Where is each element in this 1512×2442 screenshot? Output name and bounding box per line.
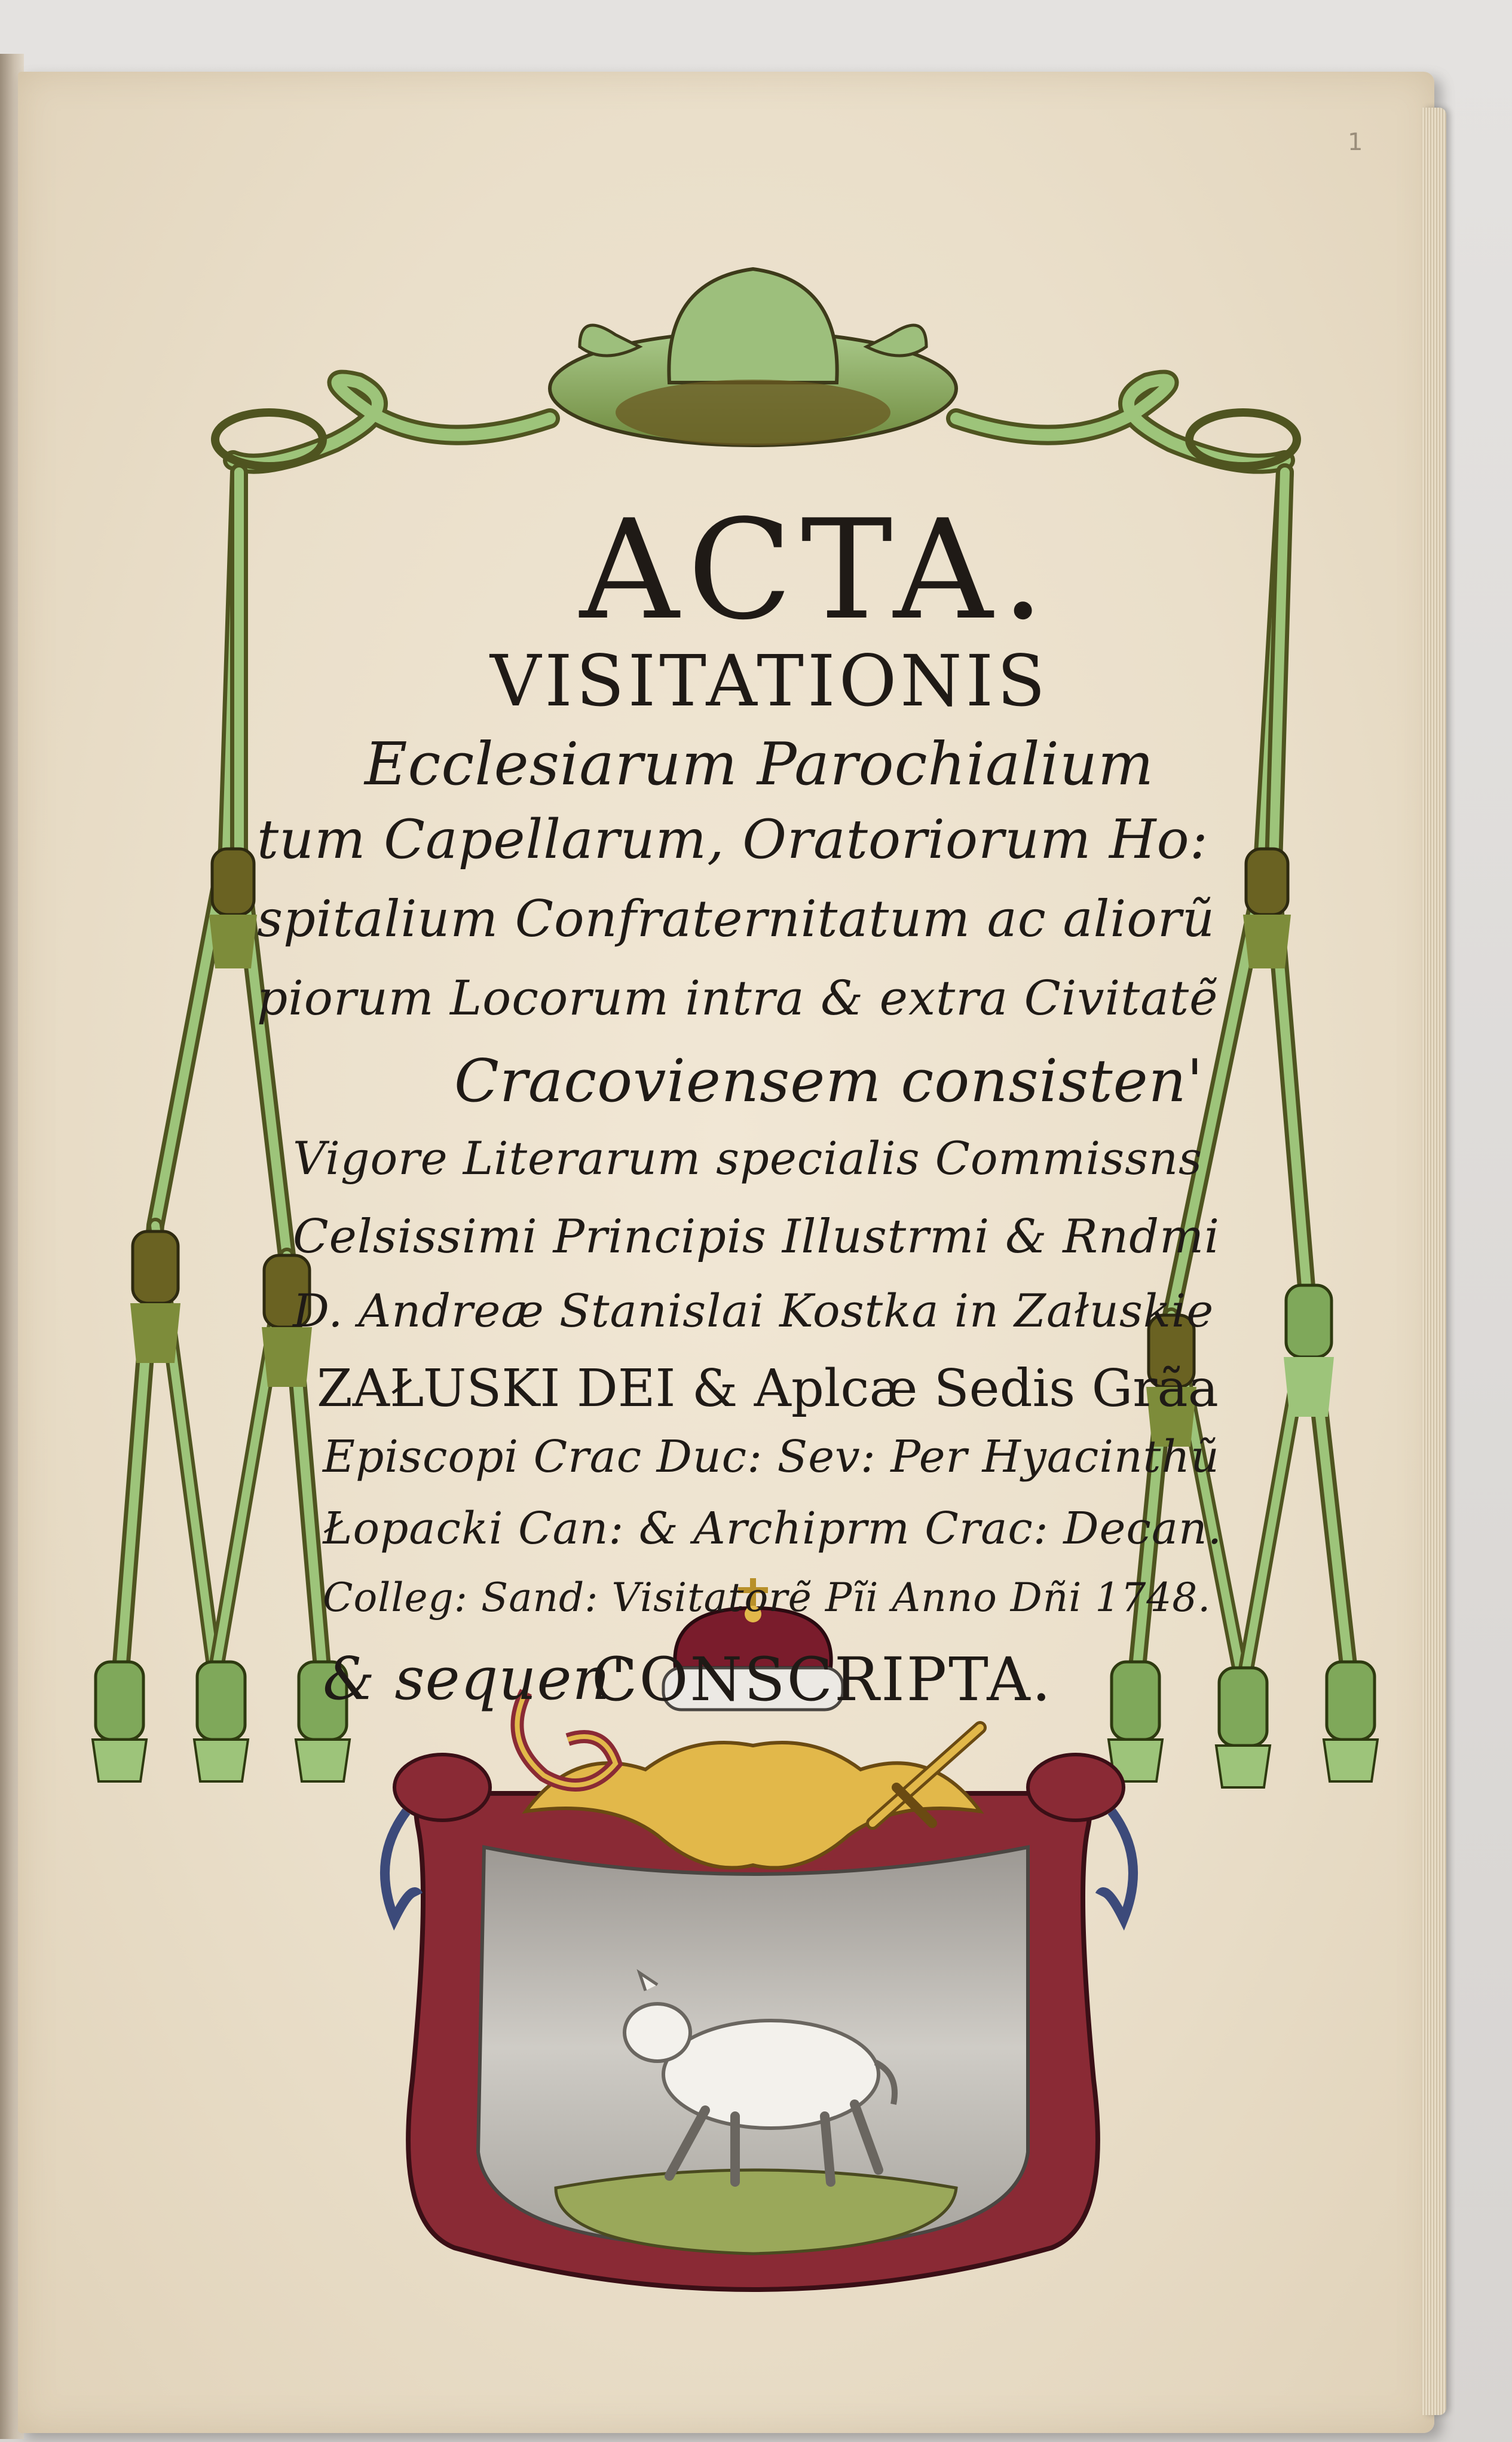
folio-mark: 1 bbox=[1348, 129, 1363, 156]
title-line-15: & sequen' bbox=[323, 1645, 628, 1713]
title-line-14: Colleg: Sand: Visitatorẽ Pĩi Anno Dñi 1748. bbox=[323, 1575, 1211, 1621]
title-line-8: Vigore Literarum specialis Commissns bbox=[293, 1132, 1203, 1185]
title-line-13: Łopacki Can: & Archiprm Crac: Decan. bbox=[323, 1503, 1223, 1554]
left-cords bbox=[120, 472, 323, 1686]
title-line-5: spitalium Confraternitatum ac aliorũ bbox=[257, 890, 1216, 948]
title-line-10: D. Andreæ Stanislai Kostka in Załuskie bbox=[293, 1284, 1214, 1337]
title-line-11: ZAŁUSKI DEI & Aplcæ Sedis Grãa bbox=[317, 1359, 1219, 1419]
title-line-12: Episcopi Crac Duc: Sev: Per Hyacinthũ bbox=[323, 1431, 1220, 1483]
title-line-3: Ecclesiarum Parochialium bbox=[365, 731, 1155, 799]
title-conscripta: CONSCRIPTA. bbox=[592, 1645, 1053, 1714]
title-line-7: Cracoviensem consisten' bbox=[454, 1047, 1204, 1115]
title-acta: ACTA. bbox=[580, 491, 1054, 650]
title-line-9: Celsissimi Principis Illustrmi & Rndmi bbox=[293, 1210, 1220, 1264]
title-line-4: tum Capellarum, Oratoriorum Ho: bbox=[257, 808, 1208, 871]
galero-hat-icon bbox=[550, 269, 956, 445]
title-visitationis: VISITATIONIS bbox=[490, 640, 1049, 722]
title-line-6: piorum Locorum intra & extra Civitatẽ bbox=[257, 970, 1219, 1026]
